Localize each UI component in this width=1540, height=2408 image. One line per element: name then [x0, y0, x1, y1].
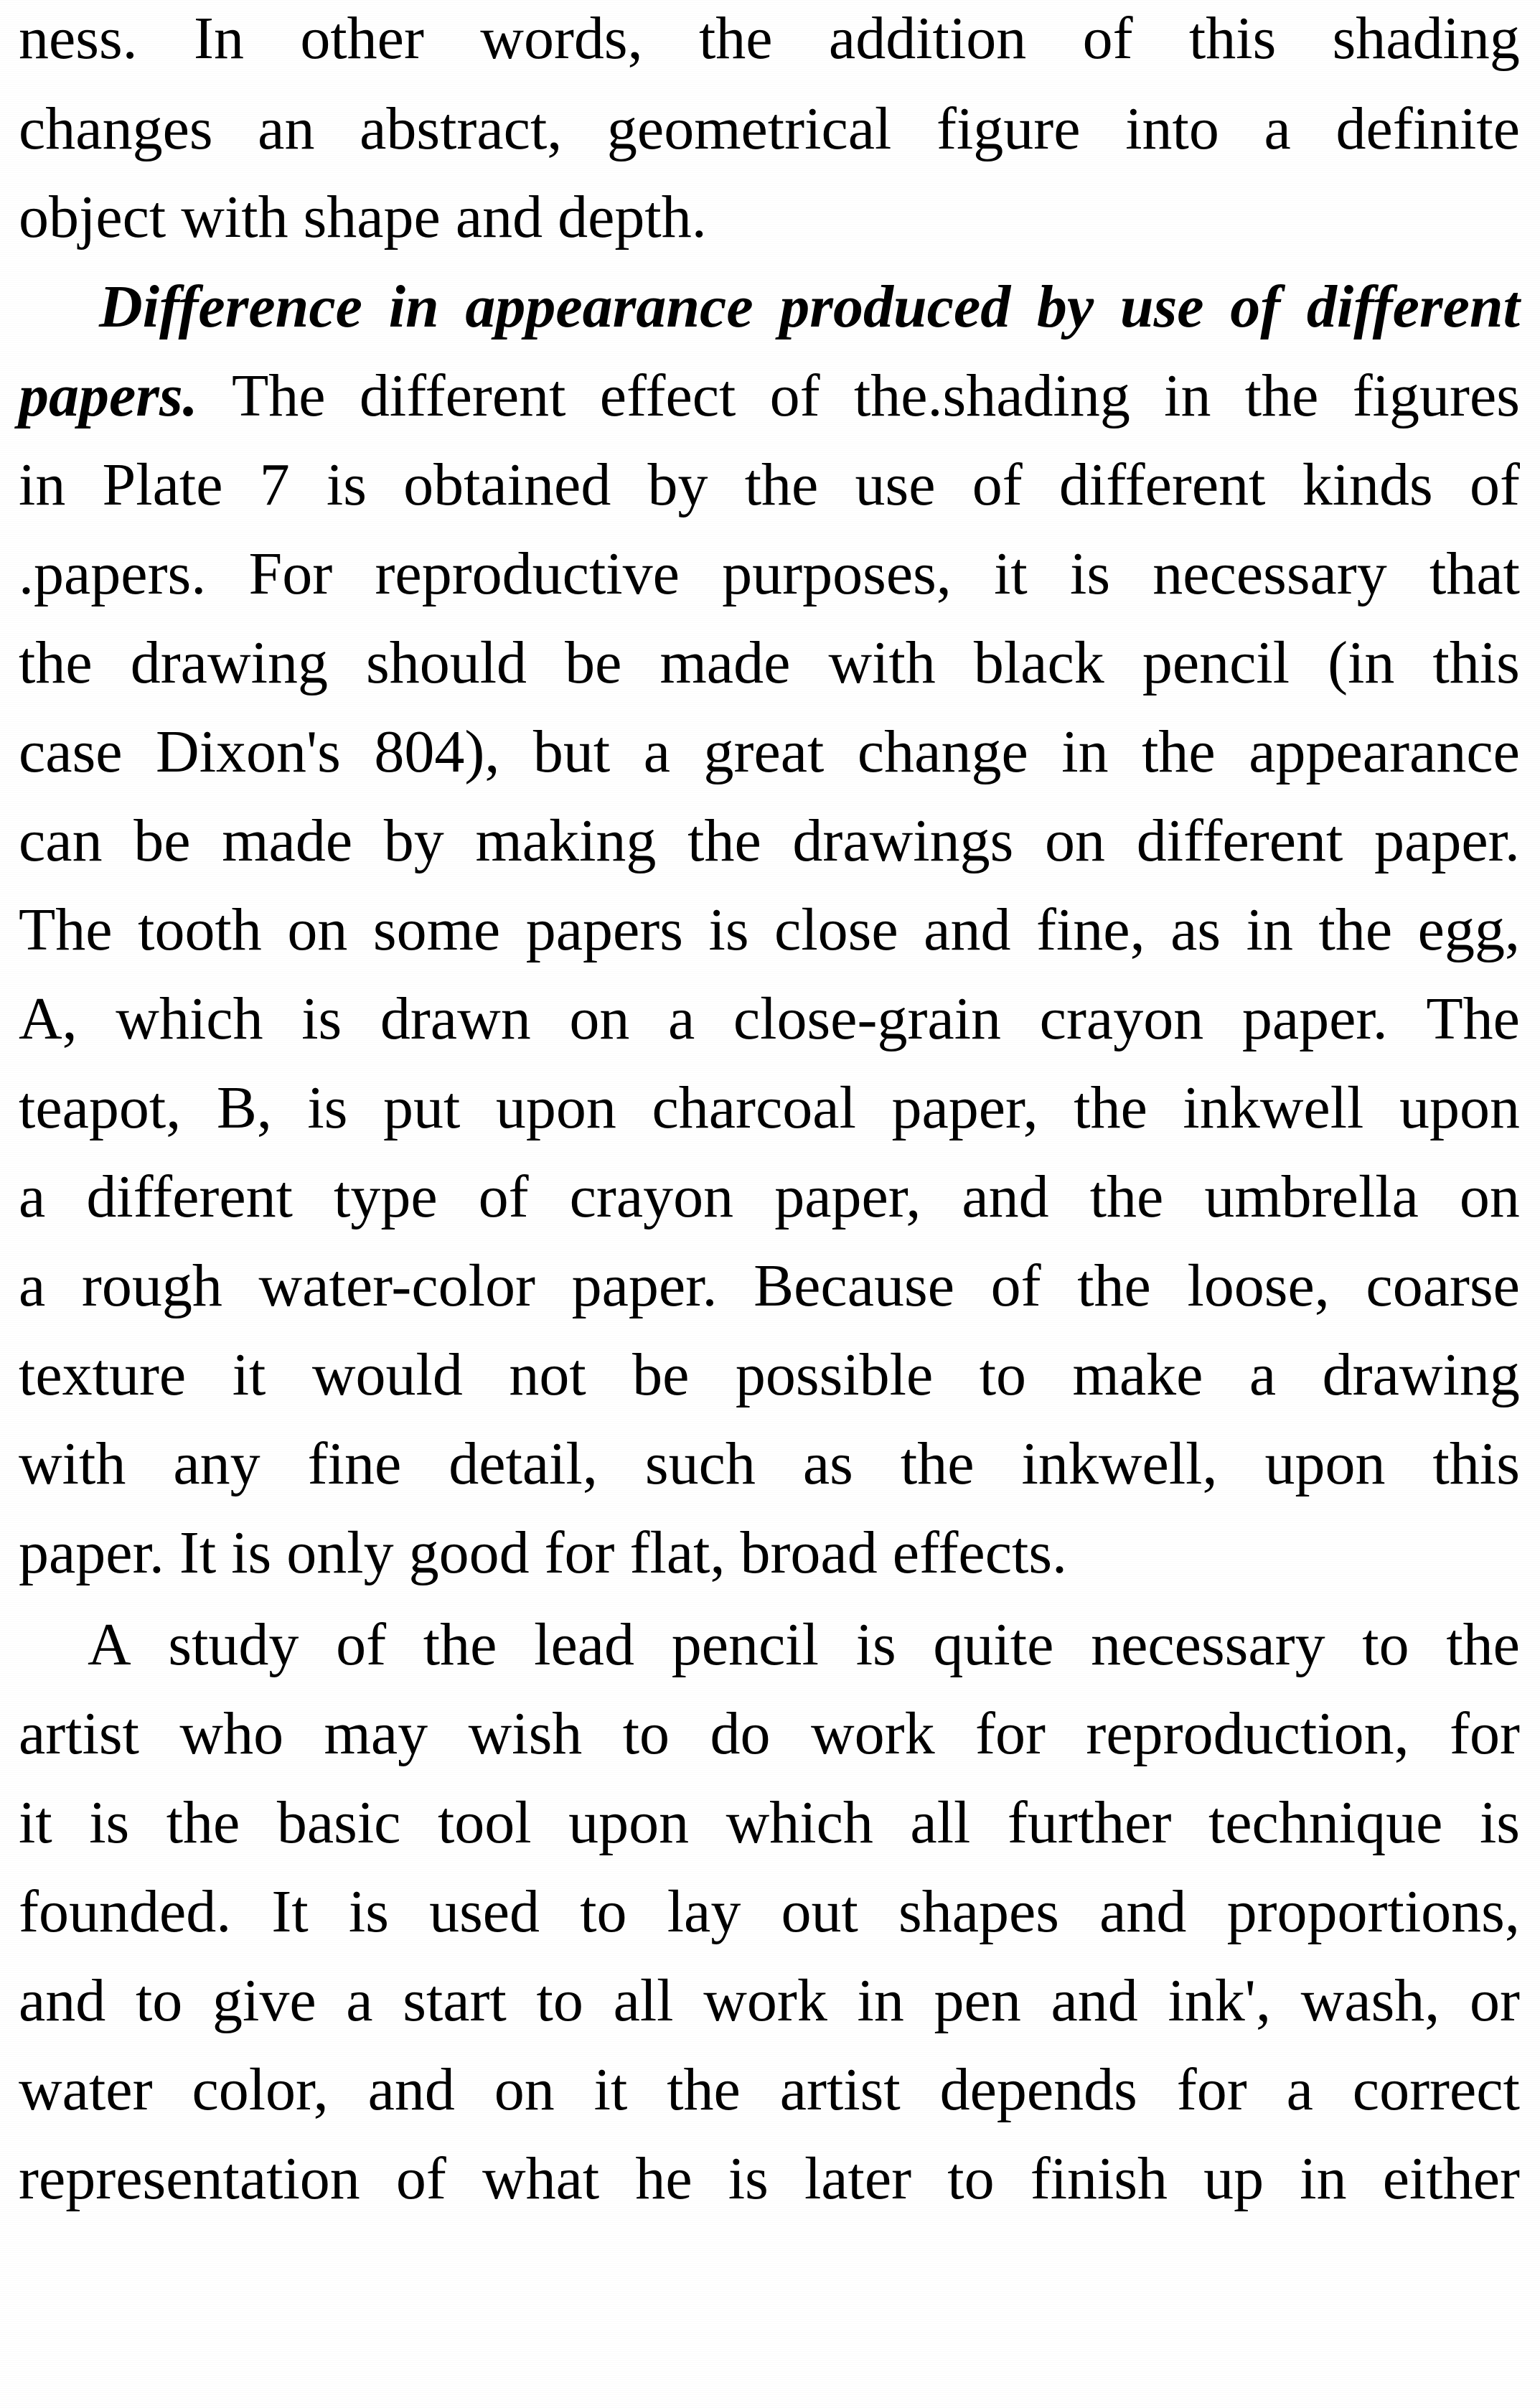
word: Plate — [102, 451, 223, 518]
word: up — [1203, 2145, 1264, 2212]
word: paper. — [571, 1252, 718, 1319]
word: is — [1479, 1789, 1520, 1856]
word: close-grain — [733, 985, 1002, 1052]
word: this — [1188, 5, 1277, 72]
word: for — [1450, 1700, 1520, 1767]
word: It — [271, 1878, 309, 1945]
word: of — [478, 1163, 529, 1230]
word: texture — [19, 1341, 187, 1408]
word: rough — [81, 1252, 222, 1319]
word: work — [703, 1967, 827, 2034]
text-line — [19, 531, 1520, 617]
word: produced — [779, 273, 1011, 340]
word: different — [359, 362, 566, 429]
text-line — [19, 1780, 1520, 1866]
word: quite — [933, 1611, 1054, 1678]
word: .papers. — [19, 540, 207, 607]
text-line — [19, 442, 1520, 528]
word: definite — [1335, 95, 1520, 162]
word: egg, — [1417, 896, 1520, 963]
word: A — [88, 1611, 131, 1678]
word: the — [1318, 896, 1393, 963]
word: is — [89, 1789, 130, 1856]
text-line — [19, 2136, 1520, 2222]
text-line — [19, 1243, 1520, 1329]
word: as — [802, 1430, 853, 1497]
word: on — [1045, 807, 1106, 874]
word: type — [333, 1163, 438, 1230]
word: study — [168, 1611, 299, 1678]
word: the — [687, 807, 761, 874]
word: water — [19, 2056, 153, 2123]
word: and — [19, 1967, 106, 2034]
word: In — [194, 5, 244, 72]
word: the — [667, 2056, 741, 2123]
word: depends — [939, 2056, 1137, 2123]
word: appearance — [465, 273, 753, 340]
word: of — [990, 1252, 1041, 1319]
word: is — [708, 896, 749, 963]
word: loose, — [1187, 1252, 1330, 1319]
word: with — [828, 629, 936, 696]
word: 7 — [259, 451, 290, 518]
word: color, — [192, 2056, 329, 2123]
word: figure — [936, 95, 1081, 162]
word: all — [910, 1789, 971, 1856]
word: the — [19, 629, 93, 696]
word: words, — [480, 5, 643, 72]
word: different — [1306, 273, 1520, 340]
word: further — [1007, 1789, 1172, 1856]
word: it — [232, 1341, 266, 1408]
word: the — [1244, 362, 1319, 429]
word: appearance — [1249, 718, 1520, 785]
word: necessary — [1152, 540, 1387, 607]
word: a — [19, 1163, 46, 1230]
word: basic — [276, 1789, 401, 1856]
word: of — [336, 1611, 387, 1678]
word: reproduction, — [1086, 1700, 1409, 1767]
word: pencil — [671, 1611, 819, 1678]
word: the.shading — [853, 362, 1130, 429]
word: fine — [307, 1430, 402, 1497]
word: in — [1246, 896, 1293, 963]
word: For — [248, 540, 333, 607]
text-line — [19, 2047, 1520, 2133]
word: in — [857, 1967, 904, 2034]
word: A, — [19, 985, 78, 1052]
word: paper. It is only good for flat, broad effects. — [19, 1519, 1068, 1586]
word: as — [1170, 896, 1221, 963]
word: ink', — [1168, 1967, 1271, 2034]
word: in — [19, 451, 66, 518]
word: on — [494, 2056, 555, 2123]
word: teapot, — [19, 1074, 182, 1141]
word: who — [179, 1700, 284, 1767]
word: tool — [437, 1789, 532, 1856]
word: ness. — [19, 5, 138, 72]
word: abstract, — [360, 95, 563, 162]
word: be — [565, 629, 622, 696]
text-line — [19, 887, 1520, 973]
word: geometrical — [606, 95, 892, 162]
word: by — [1036, 273, 1094, 340]
word: different — [86, 1163, 293, 1230]
word: tooth — [138, 896, 262, 963]
word: for — [1176, 2056, 1247, 2123]
text-line — [19, 174, 1520, 261]
text-line — [19, 709, 1520, 795]
word: paper. — [1374, 807, 1520, 874]
word: to — [536, 1967, 583, 2034]
word: purposes, — [722, 540, 952, 607]
word: paper, — [891, 1074, 1038, 1141]
word: papers. — [19, 362, 198, 429]
word: but — [532, 718, 611, 785]
word: the — [1074, 1074, 1147, 1141]
word: of — [972, 451, 1023, 518]
word: and — [1051, 1967, 1138, 2034]
word: the — [698, 5, 773, 72]
word: is — [301, 985, 342, 1052]
word: paper. — [1241, 985, 1388, 1052]
word: drawn — [380, 985, 531, 1052]
word: in — [388, 273, 439, 340]
word: this — [1432, 1430, 1520, 1497]
text-line — [19, 620, 1520, 706]
word: Because — [753, 1252, 954, 1319]
word: other — [300, 5, 424, 72]
word: can — [19, 807, 103, 874]
word: kinds — [1302, 451, 1433, 518]
word: paper, — [774, 1163, 921, 1230]
text-line — [19, 1869, 1520, 1955]
word: crayon — [569, 1163, 734, 1230]
word: inkwell — [1183, 1074, 1364, 1141]
word: change — [857, 718, 1028, 785]
word: this — [1432, 629, 1520, 696]
text-line — [19, 1691, 1520, 1777]
word: a — [643, 718, 670, 785]
word: all — [613, 1967, 674, 2034]
word: out — [781, 1878, 858, 1945]
word: the — [1077, 1252, 1151, 1319]
word: upon — [568, 1789, 690, 1856]
word: on — [1459, 1163, 1520, 1230]
word: with — [19, 1430, 126, 1497]
word: of — [395, 2145, 446, 2212]
word: it — [19, 1789, 52, 1856]
word: close — [774, 896, 898, 963]
word: would — [311, 1341, 463, 1408]
word: to — [135, 1967, 183, 2034]
word: of — [1230, 273, 1281, 340]
text-line — [19, 353, 1520, 439]
word: work — [810, 1700, 935, 1767]
word: charcoal — [652, 1074, 856, 1141]
text-line — [19, 0, 1520, 82]
text-line — [19, 976, 1520, 1062]
word: technique — [1208, 1789, 1443, 1856]
text-line — [19, 1065, 1520, 1151]
word: into — [1125, 95, 1219, 162]
word: do — [710, 1700, 771, 1767]
word: drawings — [792, 807, 1014, 874]
word: artist — [19, 1700, 139, 1767]
word: the — [423, 1611, 497, 1678]
word: use — [1119, 273, 1204, 340]
word: lay — [667, 1878, 741, 1945]
word: Dixon's — [156, 718, 341, 785]
word: wash, — [1300, 1967, 1440, 2034]
word: of — [769, 362, 820, 429]
word: a — [346, 1967, 373, 2034]
word: the — [1089, 1163, 1164, 1230]
text-line-italic-heading — [19, 264, 1520, 350]
word: he — [635, 2145, 692, 2212]
word: reproductive — [375, 540, 680, 607]
word: which — [726, 1789, 873, 1856]
word: later — [804, 2145, 912, 2212]
word: is — [348, 1878, 389, 1945]
word: an — [258, 95, 315, 162]
word: the — [1142, 718, 1216, 785]
word: wish — [468, 1700, 583, 1767]
word: which — [116, 985, 263, 1052]
word: of — [1082, 5, 1133, 72]
word: the — [166, 1789, 240, 1856]
word: be — [133, 807, 191, 874]
word: may — [324, 1700, 428, 1767]
word: lead — [534, 1611, 635, 1678]
word: any — [173, 1430, 260, 1497]
word: case — [19, 718, 123, 785]
text-line — [19, 86, 1520, 172]
word: a — [1286, 2056, 1313, 2123]
word: founded. — [19, 1878, 232, 1945]
word: changes — [19, 95, 213, 162]
word: use — [855, 451, 936, 518]
word: to — [947, 2145, 995, 2212]
word: correct — [1352, 2056, 1520, 2123]
word: in — [1061, 718, 1109, 785]
word: on — [569, 985, 630, 1052]
word: Difference — [99, 273, 362, 340]
word: shading — [1332, 5, 1520, 72]
word: detail, — [449, 1430, 598, 1497]
word: and — [367, 2056, 455, 2123]
word: The — [1426, 985, 1520, 1052]
text-line — [19, 798, 1520, 884]
word: pencil — [1142, 629, 1290, 696]
text-line — [19, 1958, 1520, 2044]
text-line — [19, 1332, 1520, 1418]
word: that — [1429, 540, 1520, 607]
word: to — [622, 1700, 670, 1767]
word: is — [855, 1611, 896, 1678]
word: in — [1300, 2145, 1347, 2212]
word: made — [222, 807, 353, 874]
word: drawing — [130, 629, 328, 696]
word: the — [900, 1430, 975, 1497]
word: either — [1382, 2145, 1520, 2212]
word: made — [659, 629, 791, 696]
word: the — [744, 451, 819, 518]
word: such — [644, 1430, 756, 1497]
word: the — [1446, 1611, 1520, 1678]
word: possible — [735, 1341, 934, 1408]
word: different — [1136, 807, 1343, 874]
word: obtained — [403, 451, 611, 518]
word: of — [1469, 451, 1520, 518]
word: some — [372, 896, 501, 963]
word: start — [403, 1967, 507, 2034]
word: give — [212, 1967, 316, 2034]
word: to — [979, 1341, 1027, 1408]
word: papers — [525, 896, 683, 963]
word: it — [994, 540, 1028, 607]
word: making — [475, 807, 657, 874]
word: not — [509, 1341, 586, 1408]
word: pen — [934, 1967, 1021, 2034]
word: object with shape and depth. — [19, 184, 707, 250]
word: used — [429, 1878, 540, 1945]
word: or — [1469, 1967, 1520, 2034]
word: is — [728, 2145, 769, 2212]
word: black — [973, 629, 1104, 696]
text-line — [19, 1510, 1520, 1596]
word: figures — [1352, 362, 1520, 429]
word: and — [924, 896, 1011, 963]
word: proportions, — [1226, 1878, 1520, 1945]
text-line — [19, 1154, 1520, 1240]
word: by — [383, 807, 444, 874]
word: to — [580, 1878, 627, 1945]
word: The — [19, 896, 113, 963]
word: great — [703, 718, 825, 785]
word: upon — [1399, 1074, 1520, 1141]
word: a — [667, 985, 695, 1052]
word: coarse — [1366, 1252, 1520, 1319]
word: and — [962, 1163, 1049, 1230]
word: upon — [495, 1074, 616, 1141]
word: finish — [1030, 2145, 1168, 2212]
word: representation — [19, 2145, 360, 2212]
word: inkwell, — [1021, 1430, 1218, 1497]
word: is — [1070, 540, 1111, 607]
word: necessary — [1091, 1611, 1325, 1678]
word: upon — [1264, 1430, 1386, 1497]
word: in — [1164, 362, 1211, 429]
word: fine, — [1036, 896, 1145, 963]
text-line — [19, 1421, 1520, 1507]
word: addition — [828, 5, 1027, 72]
word: (in — [1328, 629, 1395, 696]
word: a — [1264, 95, 1291, 162]
text-line-paragraph-start — [19, 1602, 1520, 1688]
word: is — [307, 1074, 348, 1141]
word: make — [1072, 1341, 1203, 1408]
word: B, — [216, 1074, 272, 1141]
word: should — [366, 629, 527, 696]
word: different — [1058, 451, 1266, 518]
word: The — [231, 362, 326, 429]
word: 804), — [374, 718, 500, 785]
word: on — [287, 896, 348, 963]
word: is — [326, 451, 367, 518]
word: water-color — [258, 1252, 535, 1319]
word: crayon — [1039, 985, 1204, 1052]
word: by — [647, 451, 708, 518]
word: effect — [599, 362, 736, 429]
word: it — [593, 2056, 628, 2123]
word: a — [1249, 1341, 1277, 1408]
word: a — [19, 1252, 46, 1319]
word: to — [1362, 1611, 1409, 1678]
word: be — [632, 1341, 690, 1408]
word: drawing — [1322, 1341, 1520, 1408]
word: artist — [779, 2056, 901, 2123]
word: for — [975, 1700, 1046, 1767]
word: put — [383, 1074, 461, 1141]
word: what — [482, 2145, 600, 2212]
word: umbrella — [1204, 1163, 1419, 1230]
word: and — [1099, 1878, 1187, 1945]
word: shapes — [898, 1878, 1059, 1945]
